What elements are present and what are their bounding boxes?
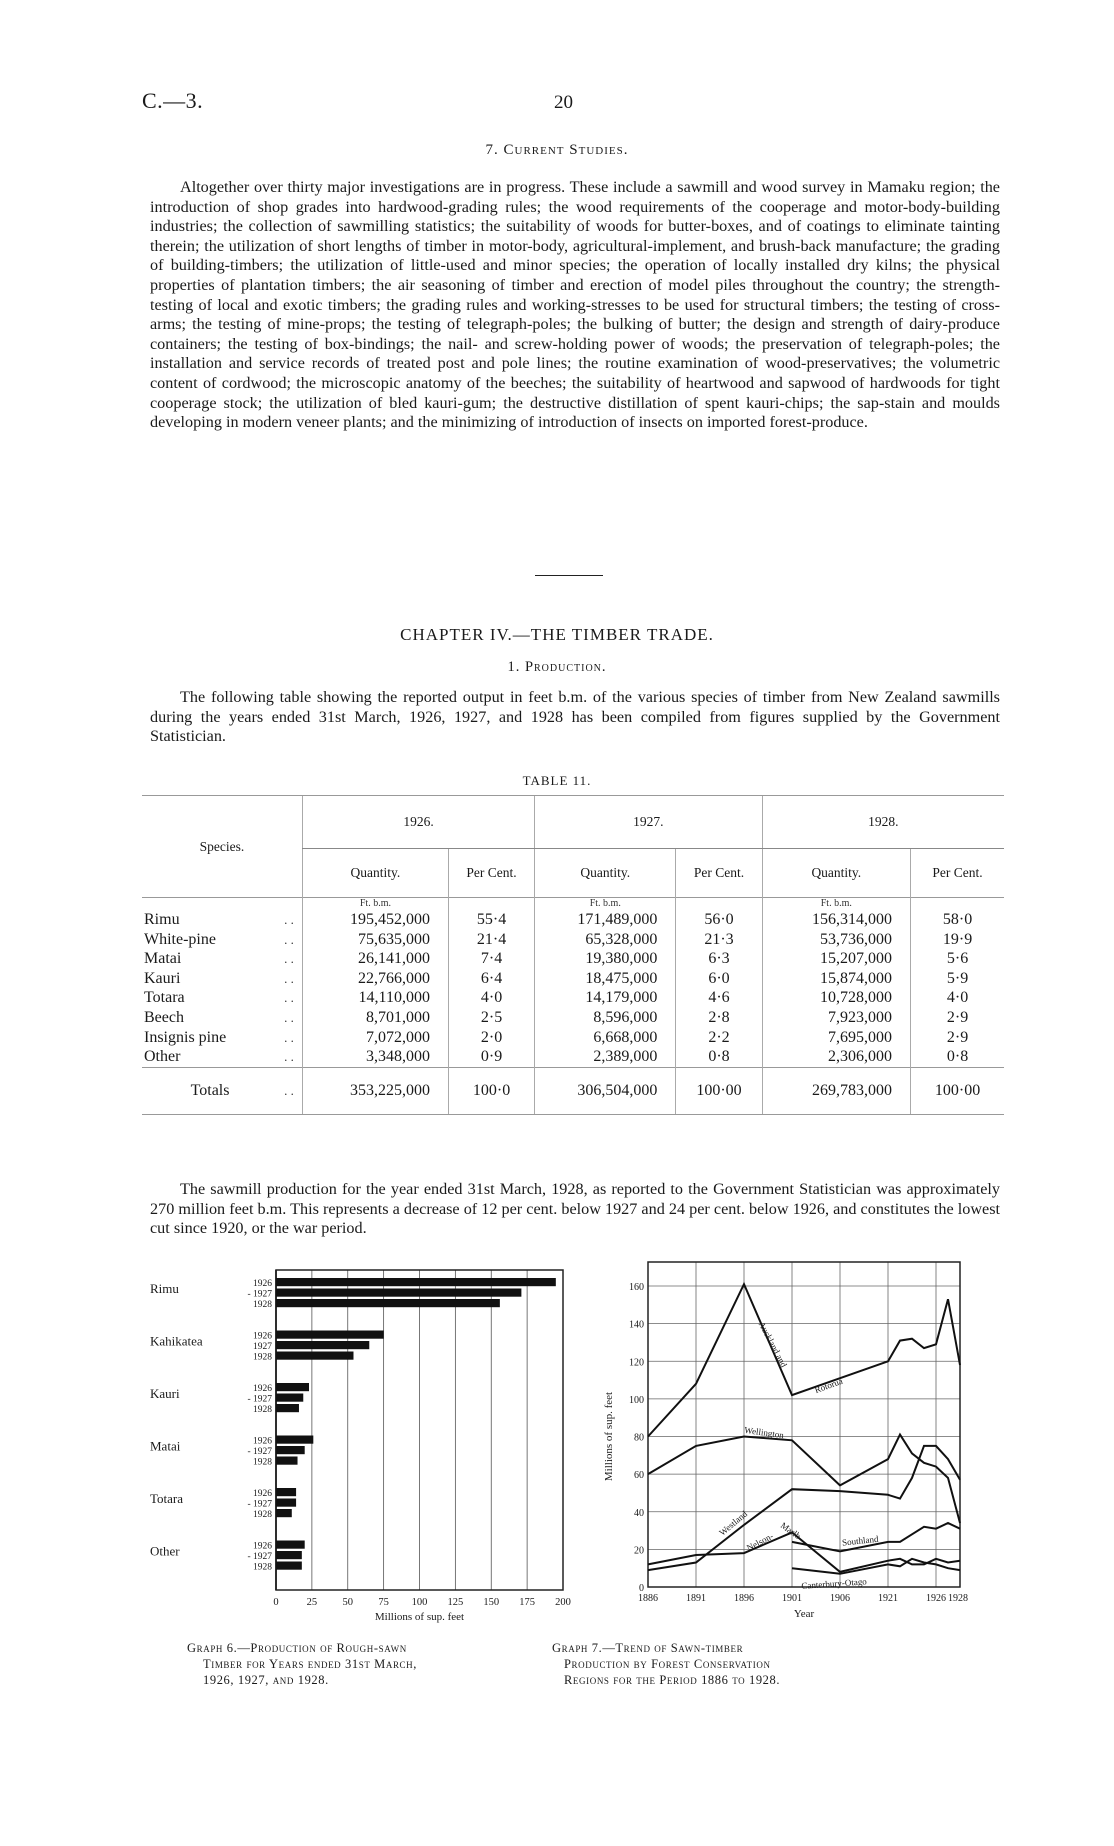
quantity-1927: 2,389,000 xyxy=(535,1047,676,1067)
species-name: White-pine xyxy=(144,930,216,948)
table-row: Beech . . 8,701,000 2·5 8,596,000 2·8 7,923,000 2·9 xyxy=(142,1008,1004,1028)
category-label: Other xyxy=(150,1543,180,1559)
y-axis-label: Millions of sup. feet xyxy=(603,1391,615,1482)
document-reference: C.—3. xyxy=(142,88,204,113)
bar xyxy=(276,1341,369,1349)
quantity-1926: 195,452,000 xyxy=(302,910,448,930)
species-name: Other xyxy=(144,1048,181,1066)
x-tick-label: 1928 xyxy=(948,1593,968,1604)
percent-1928: 2·9 xyxy=(911,1028,1004,1048)
x-tick-label: 1901 xyxy=(782,1593,802,1604)
quantity-1926: 14,110,000 xyxy=(302,988,448,1008)
percent-header-1927: Per Cent. xyxy=(676,849,762,898)
bar xyxy=(276,1436,313,1444)
bar xyxy=(276,1509,292,1517)
category-label: Totara xyxy=(150,1491,184,1506)
series-year-label: 1927 xyxy=(253,1342,272,1352)
series-label: Rotorua xyxy=(813,1375,844,1396)
bar xyxy=(276,1352,353,1360)
graph6-caption: Graph 6.—Production of Rough-sawn Timber for Years ended 31st March, 1926, 1927, and 1928. xyxy=(187,1641,417,1687)
quantity-1926: 3,348,000 xyxy=(302,1047,448,1067)
section-divider xyxy=(535,575,603,576)
percent-1928: 5·9 xyxy=(911,969,1004,989)
percent-1926: 7·4 xyxy=(448,949,534,969)
subsection-title-production: 1. Production. xyxy=(507,659,607,675)
series-year-label: 1926 xyxy=(253,1331,272,1342)
total-quantity-1928: 269,783,000 xyxy=(762,1078,910,1104)
series-label: Canterbury-Otago xyxy=(801,1576,868,1591)
species-header: Species. xyxy=(199,838,245,854)
bar xyxy=(276,1541,305,1549)
series-year-label: 1926 xyxy=(253,1541,272,1552)
graph7-line-chart xyxy=(590,1255,990,1625)
percent-1926: 4·0 xyxy=(448,988,534,1008)
unit-label-1928: Ft. b.m. xyxy=(762,898,910,910)
quantity-1927: 19,380,000 xyxy=(535,949,676,969)
graph7-caption: Graph 7.—Trend of Sawn-timber Production by Forest Conservation Regions for the Period 1886 to 1928. xyxy=(552,1641,781,1687)
graph7-grid xyxy=(648,1262,960,1587)
percent-1928: 19·9 xyxy=(911,930,1004,950)
y-tick-label: 140 xyxy=(629,1319,644,1331)
quantity-1927: 65,328,000 xyxy=(535,930,676,950)
series-year-label: - 1927 xyxy=(247,1447,272,1457)
quantity-1926: 7,072,000 xyxy=(302,1028,448,1048)
quantity-1928: 7,695,000 xyxy=(762,1028,910,1048)
bar xyxy=(276,1299,500,1307)
series-year-label: 1928 xyxy=(253,1510,272,1520)
x-tick-label: 0 xyxy=(273,1597,279,1608)
quantity-header-1927: Quantity. xyxy=(535,849,676,898)
year-header-1928: 1928. xyxy=(762,796,1004,849)
percent-1926: 6·4 xyxy=(448,969,534,989)
series-year-label: 1926 xyxy=(253,1436,272,1447)
bar xyxy=(276,1394,303,1402)
totals-row: Totals . . 353,225,000 100·0 306,504,000 100·00 269,783,000 100·00 xyxy=(142,1078,1004,1104)
bar xyxy=(276,1289,521,1297)
percent-1926: 0·9 xyxy=(448,1047,534,1067)
percent-1928: 58·0 xyxy=(911,910,1004,930)
percent-1927: 0·8 xyxy=(676,1047,762,1067)
quantity-1928: 7,923,000 xyxy=(762,1008,910,1028)
series-year-label: - 1927 xyxy=(247,1394,272,1405)
percent-1926: 2·5 xyxy=(448,1008,534,1028)
x-tick-label: 25 xyxy=(306,1597,318,1608)
bar xyxy=(276,1278,556,1286)
quantity-1926: 75,635,000 xyxy=(302,930,448,950)
y-tick-label: 20 xyxy=(634,1545,644,1557)
production-summary-paragraph: The sawmill production for the year ended 31st March, 1928, as reported to the Government Statistician was approximately 270 million feet b.m. This represents a decrease of 12 per cent. below 1927 and 24 per cent. below 1926, and constitutes the lowest cut since 1920, or the war period. xyxy=(150,1180,1000,1238)
percent-1927: 4·6 xyxy=(676,988,762,1008)
line-series xyxy=(648,1435,960,1523)
series-year-label: 1928 xyxy=(253,1300,272,1310)
species-name: Matai xyxy=(144,950,182,968)
unit-label-1926: Ft. b.m. xyxy=(302,898,448,910)
total-percent-1926: 100·0 xyxy=(448,1078,534,1104)
series-label: Nelson- xyxy=(745,1530,775,1554)
timber-production-table xyxy=(142,795,1004,1115)
x-axis-label: Millions of sup. feet xyxy=(374,1611,465,1623)
percent-header-1928: Per Cent. xyxy=(911,849,1004,898)
graph6-bar-chart xyxy=(150,1262,590,1623)
bar xyxy=(276,1446,305,1454)
series-year-label: - 1927 xyxy=(247,1552,272,1562)
x-tick-label: 50 xyxy=(342,1597,353,1608)
bar xyxy=(276,1383,309,1391)
quantity-1928: 15,207,000 xyxy=(762,949,910,969)
quantity-header-1928: Quantity. xyxy=(762,849,910,898)
x-tick-label: 1921 xyxy=(878,1593,898,1604)
total-quantity-1926: 353,225,000 xyxy=(302,1078,448,1104)
x-tick-label: 1891 xyxy=(686,1593,706,1604)
line-series xyxy=(648,1446,960,1570)
total-quantity-1927: 306,504,000 xyxy=(535,1078,676,1104)
table-row: Insignis pine . . 7,072,000 2·0 6,668,000 2·2 7,695,000 2·9 xyxy=(142,1028,1004,1048)
quantity-header-1926: Quantity. xyxy=(302,849,448,898)
bar xyxy=(276,1562,302,1570)
series-year-label: 1928 xyxy=(253,1562,272,1573)
percent-1928: 2·9 xyxy=(911,1008,1004,1028)
section-title-current-studies: 7. Current Studies. xyxy=(485,142,629,158)
percent-1926: 2·0 xyxy=(448,1028,534,1048)
series-label: Marlb xyxy=(778,1520,803,1542)
quantity-1927: 8,596,000 xyxy=(535,1008,676,1028)
x-tick-label: 1906 xyxy=(830,1593,850,1604)
series-year-label: 1926 xyxy=(253,1489,272,1499)
chapter-title: CHAPTER IV.—THE TIMBER TRADE. xyxy=(400,625,714,644)
percent-1927: 2·8 xyxy=(676,1008,762,1028)
graph6-grid xyxy=(276,1270,563,1590)
line-series xyxy=(792,1559,960,1574)
page-number: 20 xyxy=(554,92,573,113)
table-row: Kauri . . 22,766,000 6·4 18,475,000 6·0 15,874,000 5·9 xyxy=(142,969,1004,989)
series-label: Wellington xyxy=(743,1424,785,1441)
percent-1927: 21·3 xyxy=(676,930,762,950)
x-tick-label: 125 xyxy=(447,1597,464,1608)
x-tick-label: 1886 xyxy=(638,1593,658,1604)
total-percent-1928: 100·00 xyxy=(911,1078,1004,1104)
species-name: Insignis pine xyxy=(144,1028,227,1046)
species-name: Rimu xyxy=(144,911,180,928)
bar xyxy=(276,1457,298,1465)
percent-1928: 0·8 xyxy=(911,1047,1004,1067)
line-series xyxy=(648,1532,960,1572)
year-header-1927: 1927. xyxy=(535,796,762,849)
bar xyxy=(276,1404,299,1412)
x-tick-label: 1896 xyxy=(734,1593,754,1604)
category-label: Kauri xyxy=(150,1386,180,1401)
bar xyxy=(276,1331,384,1339)
series-year-label: 1926 xyxy=(253,1384,272,1394)
total-percent-1927: 100·00 xyxy=(676,1078,762,1104)
category-label: Matai xyxy=(150,1438,181,1454)
species-name: Beech xyxy=(144,1008,184,1026)
unit-label-1927: Ft. b.m. xyxy=(535,898,676,910)
quantity-1926: 8,701,000 xyxy=(302,1008,448,1028)
series-label: Westland xyxy=(717,1508,750,1538)
species-name: Kauri xyxy=(144,969,181,987)
category-label: Kahikatea xyxy=(150,1333,203,1349)
species-name: Totara xyxy=(144,989,185,1007)
x-axis-label: Year xyxy=(793,1608,815,1620)
percent-1927: 6·0 xyxy=(676,969,762,989)
bar xyxy=(276,1499,296,1507)
y-tick-label: 60 xyxy=(634,1470,644,1482)
table-row: Totara . . 14,110,000 4·0 14,179,000 4·6 10,728,000 4·0 xyxy=(142,988,1004,1008)
table-row: Other . . 3,348,000 0·9 2,389,000 0·8 2,306,000 0·8 xyxy=(142,1047,1004,1067)
x-tick-label: 175 xyxy=(519,1597,535,1608)
quantity-1927: 18,475,000 xyxy=(535,969,676,989)
table-row: Rimu . . 195,452,000 55·4 171,489,000 56·0 156,314,000 58·0 xyxy=(142,910,1004,930)
x-tick-label: 1926 xyxy=(926,1593,946,1604)
percent-1927: 56·0 xyxy=(676,910,762,930)
percent-1928: 5·6 xyxy=(911,949,1004,969)
quantity-1928: 2,306,000 xyxy=(762,1047,910,1067)
y-tick-label: 120 xyxy=(629,1357,644,1369)
percent-1927: 2·2 xyxy=(676,1028,762,1048)
x-tick-label: 150 xyxy=(483,1597,500,1608)
x-tick-label: 75 xyxy=(378,1597,389,1608)
y-tick-label: 40 xyxy=(634,1507,644,1519)
table-row: Matai . . 26,141,000 7·4 19,380,000 6·3 15,207,000 5·6 xyxy=(142,949,1004,969)
series-year-label: 1928 xyxy=(253,1457,272,1468)
production-intro-paragraph: The following table showing the reported output in feet b.m. of the various species of timber from New Zealand sawmills during the years ended 31st March, 1926, 1927, and 1928 has been compiled from figures supplied by the Government Statistician. xyxy=(150,688,1000,746)
year-header-1926: 1926. xyxy=(302,796,534,849)
table-row: White-pine . . 75,635,000 21·4 65,328,000 21·3 53,736,000 19·9 xyxy=(142,930,1004,950)
bar xyxy=(276,1551,302,1559)
line-series xyxy=(648,1284,960,1436)
quantity-1927: 14,179,000 xyxy=(535,988,676,1008)
series-label: Auckland and xyxy=(756,1319,790,1369)
y-tick-label: 100 xyxy=(629,1394,644,1406)
totals-label: Totals xyxy=(190,1081,230,1099)
y-tick-label: 160 xyxy=(629,1282,644,1293)
x-tick-label: 200 xyxy=(555,1597,571,1608)
series-year-label: 1926 xyxy=(253,1279,272,1289)
quantity-1926: 22,766,000 xyxy=(302,969,448,989)
series-year-label: 1928 xyxy=(253,1352,272,1363)
percent-1926: 21·4 xyxy=(448,930,534,950)
series-year-label: - 1927 xyxy=(247,1289,272,1300)
quantity-1928: 156,314,000 xyxy=(762,910,910,930)
bar xyxy=(276,1488,296,1496)
percent-1928: 4·0 xyxy=(911,988,1004,1008)
quantity-1928: 15,874,000 xyxy=(762,969,910,989)
quantity-1926: 26,141,000 xyxy=(302,949,448,969)
quantity-1927: 171,489,000 xyxy=(535,910,676,930)
percent-1926: 55·4 xyxy=(448,910,534,930)
current-studies-paragraph: Altogether over thirty major investigations are in progress. These include a sawmill and wood survey in Mamaku region; the introduction of shop grades into hardwood-grading rules; the wood requirements of the cooperage and motor-body-building industries; the collection of sawmilling statistics; the suitability of woods for butter-boxes, and of coatings to eliminate tainting therein; the utilization of short lengths of timber in motor-body, agricultural-implement, and brush-back manufacture; the grading of building-timbers; the utilization of little-used and minor species; the operation of locally installed dry kilns; the physical properties of plantation timbers; the air seasoning of timber and erection of model piles throughout the country; the strength-testing of local and exotic timbers; the grading rules and working-stresses to be used for structural timbers; the testing of cross-arms; the testing of mine-props; the testing of telegraph-poles; the bulking of butter; the design and strength of dairy-produce containers; the testing of box-bindings; the nail- and screw-holding power of woods; the preservation of telegraph-poles; the installation and service records of treated post and pole lines; the routine examination of wood-preservatives; the volumetric content of cordwood; the microscopic anatomy of the beeches; the suitability of heartwood and sapwood of hardwoods for tight cooperage stock; the utilization of bled kauri-gum; the destructive distillation of spent kauri-chips; the sap-stain and moulds developing in modern veneer plants; and the minimizing of introduction of insects on imported forest-produce. xyxy=(150,178,1000,432)
series-year-label: - 1927 xyxy=(247,1499,272,1510)
quantity-1928: 53,736,000 xyxy=(762,930,910,950)
quantity-1927: 6,668,000 xyxy=(535,1028,676,1048)
series-label: Southland xyxy=(841,1533,879,1548)
percent-1927: 6·3 xyxy=(676,949,762,969)
percent-header-1926: Per Cent. xyxy=(448,849,534,898)
y-tick-label: 80 xyxy=(634,1432,644,1444)
x-tick-label: 100 xyxy=(411,1597,428,1608)
series-year-label: 1928 xyxy=(253,1405,272,1415)
table-title: TABLE 11. xyxy=(522,773,592,788)
quantity-1928: 10,728,000 xyxy=(762,988,910,1008)
y-tick-label: 0 xyxy=(639,1583,644,1594)
category-label: Rimu xyxy=(150,1281,179,1296)
